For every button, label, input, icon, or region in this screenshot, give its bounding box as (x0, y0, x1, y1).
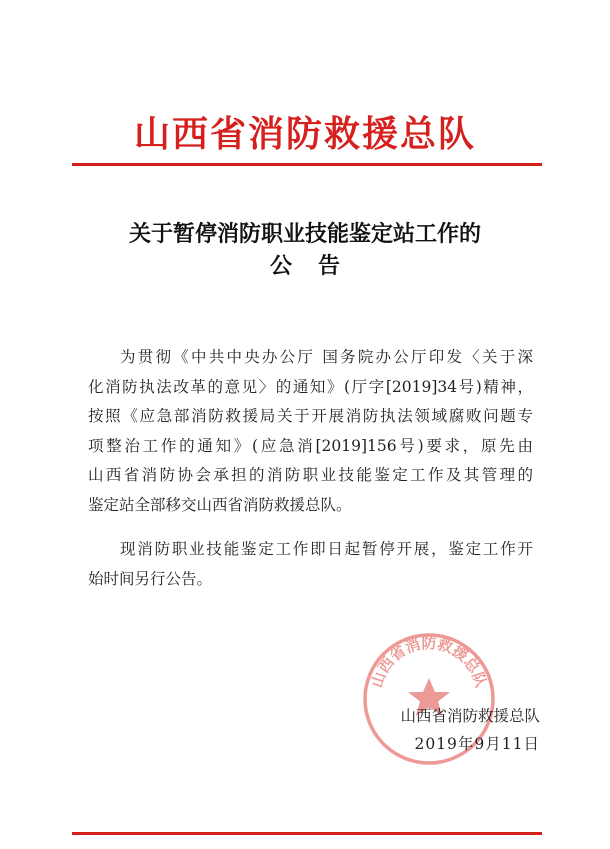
paragraph-line: 为贯彻《中共中央办公厅 国务院办公厅印发〈关于深 (120, 348, 533, 366)
paragraph-line: 鉴定站全部移交山西省消防救援总队。 (88, 495, 352, 514)
paragraph-line: 项整治工作的通知》(应急消[2019]156号)要求，原先由 (88, 436, 533, 455)
signature-block (360, 702, 540, 758)
paragraph-1 (88, 343, 533, 520)
signature-date: 2019年9月11日 (414, 735, 540, 753)
paragraph-2 (88, 535, 533, 594)
signature-org: 山西省消防救援总队 (400, 707, 540, 725)
footer-divider (72, 832, 542, 835)
paragraph-line: 现消防职业技能鉴定工作即日起暂停开展，鉴定工作开 (120, 540, 533, 558)
paragraph-line: 按照《应急部消防救援局关于开展消防执法领域腐败问题专 (88, 407, 533, 425)
paragraph-line: 化消防执法改革的意见〉的通知》(厅字[2019]34号)精神， (88, 377, 533, 396)
document-subtitle: 公告 (269, 253, 366, 279)
paragraph-line: 始时间另行公告。 (88, 569, 213, 588)
paragraph-line: 山西省消防协会承担的消防职业技能鉴定工作及其管理的 (88, 466, 533, 484)
org-header-title: 山西省消防救援总队 (133, 114, 476, 155)
seal-text: 山西省消防救援总队 (367, 634, 491, 690)
header-divider (72, 163, 542, 166)
document-title: 关于暂停消防职业技能鉴定站工作的 (128, 221, 481, 247)
